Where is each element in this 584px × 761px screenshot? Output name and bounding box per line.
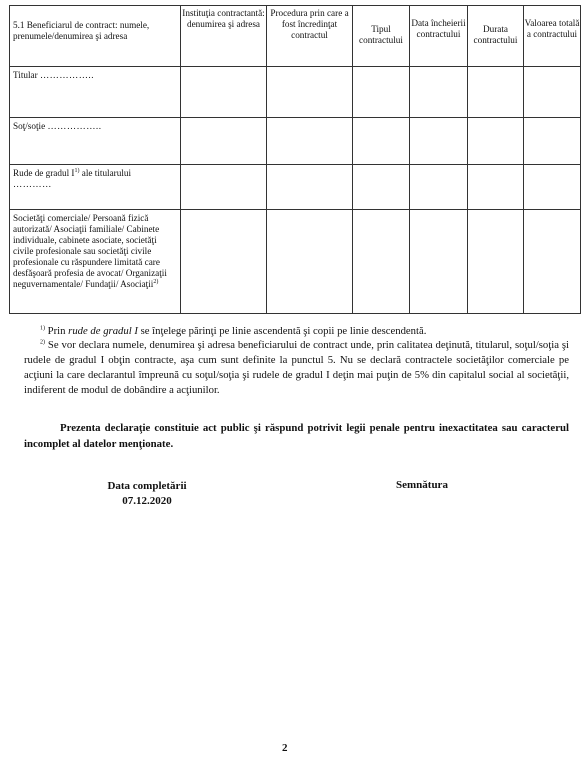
table-row (10, 67, 581, 118)
header-procedure: Procedura prin care a fost încredinţat contractul (267, 6, 353, 67)
footnote-1: $^{1)}$ Prin rude de gradul I se înţelege părinţi pe linie ascendentă şi copii pe linie descendentă. (40, 325, 427, 337)
table-row (10, 210, 581, 314)
row-label-titular: Titular …………….. (10, 67, 181, 118)
page-number: 2 (282, 742, 288, 754)
completion-date-label: Data completării (107, 480, 187, 492)
header-date: Data încheierii contractului (410, 6, 468, 67)
table-row (10, 118, 581, 165)
signature-label: Semnătura (396, 479, 448, 491)
header-type: Tipul contractului (353, 6, 410, 67)
row-label-companies: Societăţi comerciale/ Persoană fizică autorizată/ Asociaţii familiale/ Cabinete individuale, cabinete asociate, societăţi civile profesionale sau societăţi civile profesionale cu răspundere limitată care desfăşoară profesia de avocat/ Organizaţii neguvernamentale/ Fundaţii/ Asociaţii$^{2)}$ (10, 210, 181, 314)
header-duration: Durata contractului (468, 6, 524, 67)
row-label-relatives: Rude de gradul $I^{1)}$ ale titularului ………… (10, 165, 181, 210)
completion-date-block (92, 479, 202, 509)
contracts-table (9, 5, 581, 314)
header-value: Valoarea totală a contractului (524, 6, 581, 67)
declaration-statement: Prezenta declaraţie constituie act public şi răspund potrivit legii penale pentru inexactitatea sau caracterul incomplet al datelor menţionate. (24, 422, 569, 450)
footnote-2: $^{2)}$ Se vor declara numele, denumirea şi adresa beneficiarului de contract unde, prin calitatea deţinută, titularul, soţul/soţia şi rudele de gradul I obţin contracte, aşa cum sunt definite la punctul 5. Nu se declară contractele societăţilor comerciale pe acţiuni la care declarantul împreună cu soţul/soţia şi rudele de gradul I deţin mai puţin de 5% din capitalul social al societăţii, indiferent de modul de dobândire a acţiunilor. (24, 339, 569, 396)
table-header-row (10, 6, 581, 67)
header-beneficiary: 5.1 Beneficiarul de contract: numele, prenumele/denumirea şi adresa (10, 6, 181, 67)
header-institution: Instituţia contractantă: denumirea şi adresa (181, 6, 267, 67)
table-row (10, 165, 581, 210)
completion-date-value: 07.12.2020 (122, 495, 172, 507)
row-label-spouse: Soţ/soţie …………….. (10, 118, 181, 165)
